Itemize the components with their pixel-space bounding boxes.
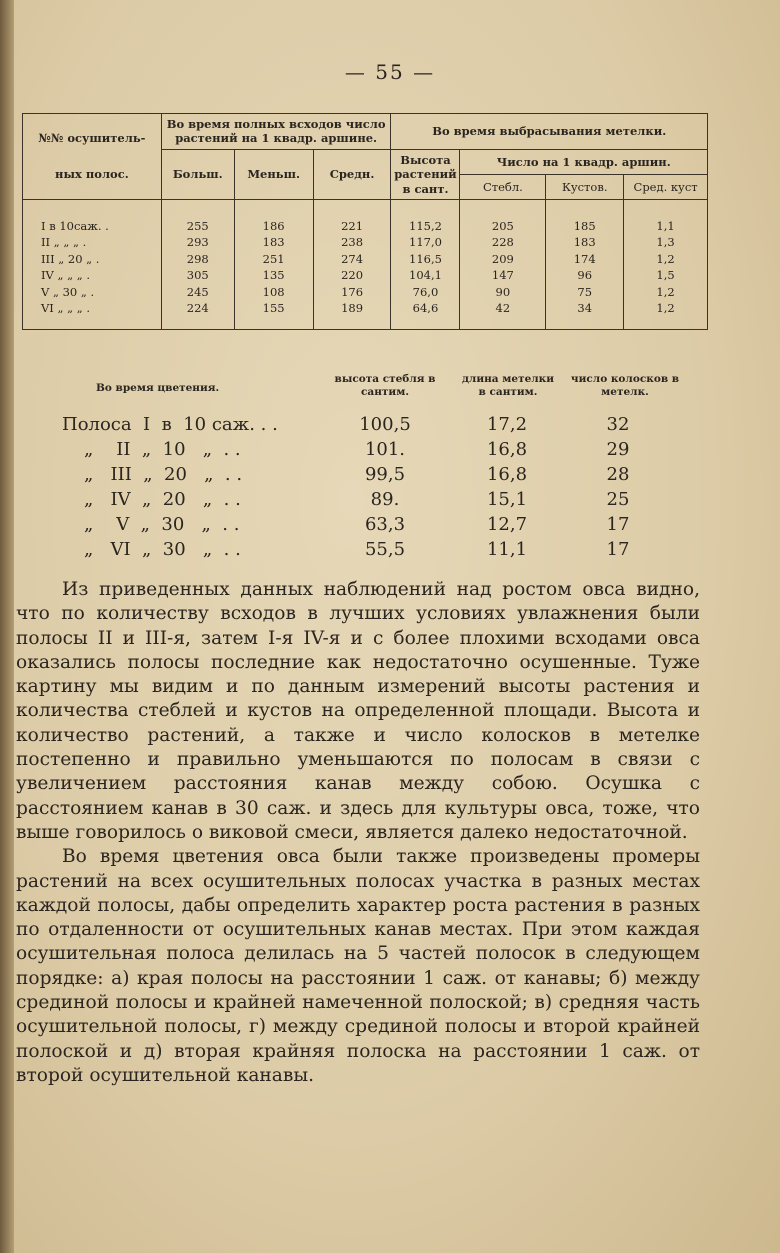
- cell-bushes: 183: [546, 234, 624, 251]
- paragraph: Из приведенных данных наблюдений над ростом овса видно, что по количеству всходов в лучших условиях увлажнения были полосы II и III-я, затем I-я IV-я и с более плохими всходами овса оказались полосы последние как недостаточно осушенные. Туже картину мы видим и по данным измерений высоты растения и количества стеблей и кустов на определенной площади. Высота и количество растений, а также и число колосков в метелке постепенно и правильно уменьшаются по полосам в связи с увеличением расстояния канав между собою. Осушка с расстоянием канав в 30 саж. и здесь для культуры овса, тоже, что выше говорилось о виковой смеси, является далеко недостаточной.: [16, 579, 700, 843]
- table-row: [23, 300, 708, 317]
- cell-stem: 99,5: [364, 464, 406, 485]
- strip-label: IV „ „ „ .: [23, 267, 162, 284]
- row-label: „ IV „ 20 „ . .: [84, 489, 241, 510]
- cell-avg-bush: 1,5: [624, 267, 708, 284]
- table-row: [0, 514, 780, 538]
- cell-ears: 32: [606, 414, 630, 435]
- cell-more: 298: [161, 251, 234, 268]
- table-row: [0, 464, 780, 488]
- strip-label: VI „ „ „ .: [23, 300, 162, 317]
- table-row: [0, 489, 780, 513]
- cell-avg-bush: 1,2: [624, 284, 708, 301]
- cell-panicle: 12,7: [486, 514, 528, 535]
- cell-ears: 25: [606, 489, 630, 510]
- header-panicle-length: длина метелки в сантим.: [461, 373, 555, 399]
- strip-label: III „ 20 „ .: [23, 251, 162, 268]
- cell-panicle: 16,8: [486, 464, 528, 485]
- cell-height: 64,6: [391, 300, 460, 317]
- cell-avg-bush: 1,2: [624, 251, 708, 268]
- cell-less: 186: [234, 218, 313, 235]
- table-row: [0, 539, 780, 563]
- cell-less: 183: [234, 234, 313, 251]
- cell-more: 224: [161, 300, 234, 317]
- cell-more: 245: [161, 284, 234, 301]
- row-label: „ II „ 10 „ . .: [84, 439, 241, 460]
- cell-avg: 221: [313, 218, 391, 235]
- cell-bushes: 34: [546, 300, 624, 317]
- cell-more: 305: [161, 267, 234, 284]
- cell-stems: 42: [460, 300, 546, 317]
- strip-label: II „ „ „ .: [23, 234, 162, 251]
- page-number: — 55 —: [344, 60, 436, 84]
- body-text: [16, 578, 700, 1088]
- book-spine: [0, 0, 14, 1253]
- table-row: [23, 267, 708, 284]
- cell-panicle: 16,8: [486, 439, 528, 460]
- header-stems: Стебл.: [460, 174, 546, 199]
- header-strip-number: №№ осушитель- ных полос.: [23, 114, 162, 200]
- cell-height: 116,5: [391, 251, 460, 268]
- cell-stem: 55,5: [364, 539, 406, 560]
- cell-avg-bush: 1,3: [624, 234, 708, 251]
- row-label: „ III „ 20 „ . .: [84, 464, 243, 485]
- header-less: Меньш.: [234, 149, 313, 199]
- cell-less: 135: [234, 267, 313, 284]
- cell-height: 117,0: [391, 234, 460, 251]
- cell-panicle: 15,1: [486, 489, 528, 510]
- table-row: [23, 251, 708, 268]
- cell-ears: 17: [606, 514, 630, 535]
- table-row: [0, 414, 780, 438]
- cell-height: 115,2: [391, 218, 460, 235]
- cell-stems: 209: [460, 251, 546, 268]
- cell-bushes: 174: [546, 251, 624, 268]
- table-row: [23, 284, 708, 301]
- header-sprouts-group: Во время полных всходов число растений на 1 квадр. аршине.: [161, 114, 391, 150]
- row-label: „ V „ 30 „ . .: [84, 514, 240, 535]
- paragraph: Во время цветения овса были также произведены промеры растений на всех осушительных полосах участка в разных местах каждой полосы, дабы определить характер роста растения в разных по отдаленности от осушительных канав местах. При этом каждая осушительная полоса делилась на 5 частей полосок в следующем порядке: а) края полосы на расстоянии 1 саж. от канавы; б) между срединой полосы и крайней намеченной полоской; в) средняя часть осушительной полосы, г) между срединой полосы и второй крайней полоской и д) вторая крайняя полоска на расстоянии 1 саж. от второй осушительной канавы.: [16, 846, 700, 1086]
- cell-stems: 205: [460, 218, 546, 235]
- cell-avg: 274: [313, 251, 391, 268]
- cell-less: 251: [234, 251, 313, 268]
- strip-label: V „ 30 „ .: [23, 284, 162, 301]
- header-avg: Средн.: [313, 149, 391, 199]
- cell-bushes: 185: [546, 218, 624, 235]
- header-bushes: Кустов.: [546, 174, 624, 199]
- cell-ears: 28: [606, 464, 630, 485]
- cell-avg: 189: [313, 300, 391, 317]
- cell-less: 155: [234, 300, 313, 317]
- cell-more: 255: [161, 218, 234, 235]
- cell-stems: 147: [460, 267, 546, 284]
- cell-avg: 220: [313, 267, 391, 284]
- header-avg-bush: Сред. куст: [624, 174, 708, 199]
- header-count-group: Число на 1 квадр. аршин.: [460, 149, 708, 174]
- cell-stem: 89.: [370, 489, 400, 510]
- cell-height: 104,1: [391, 267, 460, 284]
- cell-height: 76,0: [391, 284, 460, 301]
- sprouts-table: [22, 113, 708, 330]
- cell-avg: 238: [313, 234, 391, 251]
- row-label: Полоса I в 10 саж. . .: [62, 414, 278, 435]
- table-row: [23, 234, 708, 251]
- cell-more: 293: [161, 234, 234, 251]
- strip-label: I в 10саж. .: [23, 218, 162, 235]
- cell-stem: 101.: [364, 439, 406, 460]
- cell-stem: 100,5: [359, 414, 411, 435]
- cell-panicle: 17,2: [486, 414, 528, 435]
- row-label: „ VI „ 30 „ . .: [84, 539, 241, 560]
- header-period: Во время цветения.: [96, 382, 220, 394]
- cell-avg: 176: [313, 284, 391, 301]
- cell-stem: 63,3: [364, 514, 406, 535]
- cell-bushes: 75: [546, 284, 624, 301]
- table-row: [23, 218, 708, 235]
- cell-less: 108: [234, 284, 313, 301]
- cell-bushes: 96: [546, 267, 624, 284]
- header-ear-count: число колосков в метелк.: [570, 373, 680, 399]
- cell-ears: 29: [606, 439, 630, 460]
- cell-ears: 17: [606, 539, 630, 560]
- cell-avg-bush: 1,1: [624, 218, 708, 235]
- cell-avg-bush: 1,2: [624, 300, 708, 317]
- header-height: Высота растений в сант.: [391, 149, 460, 199]
- table-row: [0, 439, 780, 463]
- cell-stems: 90: [460, 284, 546, 301]
- cell-panicle: 11,1: [486, 539, 528, 560]
- header-stem-height: высота стебля в сантим.: [334, 373, 436, 399]
- header-more: Больш.: [161, 149, 234, 199]
- header-panicle-group: Во время выбрасывания метелки.: [391, 114, 708, 150]
- cell-stems: 228: [460, 234, 546, 251]
